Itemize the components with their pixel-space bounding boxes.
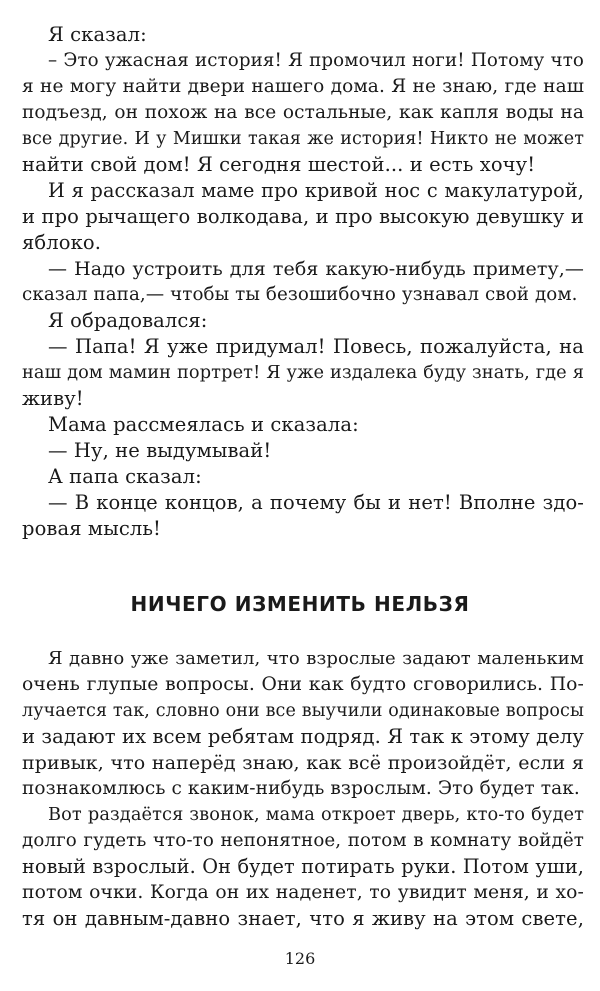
paragraph-line: познакомлюсь с каким-нибудь взрослым. Это будет так.: [22, 778, 580, 799]
paragraph-line: — Ну, не выдумывай!: [48, 439, 272, 462]
paragraph-line: наш дом мамин портрет! Я уже издалека буду знать, где я: [22, 363, 584, 383]
chapter-title: НИЧЕГО ИЗМЕНИТЬ НЕЛЬЗЯ: [130, 592, 470, 616]
paragraph-line: сказал папа,— чтобы ты безошибочно узнавал свой дом.: [22, 284, 578, 305]
paragraph-line: и про рычащего волкодава, и про высокую девушку и: [22, 205, 584, 228]
paragraph-line: живу!: [22, 387, 84, 410]
paragraph-line: Мама рассмеялась и сказала:: [48, 413, 359, 436]
paragraph-line: подъезд, он похож на все остальные, как капля воды на: [22, 102, 584, 123]
paragraph-line: потом очки. Когда он их наденет, то увидит меня, и хо-: [22, 882, 584, 903]
paragraph-line: все другие. И у Мишки такая же история! Никто не может: [22, 129, 584, 149]
paragraph-line: привык, что наперёд знаю, как всё произойдёт, если я: [22, 752, 584, 774]
paragraph-line: найти свой дом! Я сегодня шестой... и есть хочу!: [22, 153, 536, 176]
paragraph-line: — Надо устроить для тебя какую-нибудь примету,—: [48, 258, 584, 280]
paragraph-line: Я давно уже заметил, что взрослые задают маленьким: [48, 648, 584, 669]
paragraph-line: — Папа! Я уже придумал! Повесь, пожалуйста, на: [48, 335, 584, 358]
paragraph-line: новый взрослый. Он будет потирать руки. Потом уши,: [22, 855, 584, 878]
paragraph-line: я не могу найти двери нашего дома. Я не знаю, где наш: [22, 76, 584, 97]
paragraph-line: лучается так, словно они все выучили одинаковые вопросы: [22, 701, 584, 721]
paragraph-line: Вот раздаётся звонок, мама откроет дверь, кто-то будет: [48, 805, 584, 825]
paragraph-line: Я обрадовался:: [48, 309, 208, 332]
paragraph-line: и задают их всем ребятам подряд. Я так к этому делу: [22, 725, 584, 748]
paragraph-line: А папа сказал:: [48, 465, 202, 488]
paragraph-line: очень глупые вопросы. Они как будто сговорились. По-: [22, 674, 584, 695]
page-number: 126: [284, 949, 316, 968]
paragraph-line: яблоко.: [22, 231, 101, 254]
paragraph-line: ровая мысль!: [22, 517, 161, 540]
paragraph-line: долго гудеть что-то непонятное, потом в комнату войдёт: [22, 830, 584, 851]
paragraph-line: Я сказал:: [48, 23, 147, 46]
paragraph-line: — В конце концов, а почему бы и нет! Вполне здо-: [48, 491, 584, 514]
paragraph-line: тя он давным-давно знает, что я живу на этом свете,: [22, 907, 584, 930]
paragraph-line: – Это ужасная история! Я промочил ноги! Потому что: [48, 50, 584, 71]
paragraph-line: И я рассказал маме про кривой нос с макулатурой,: [48, 179, 584, 202]
